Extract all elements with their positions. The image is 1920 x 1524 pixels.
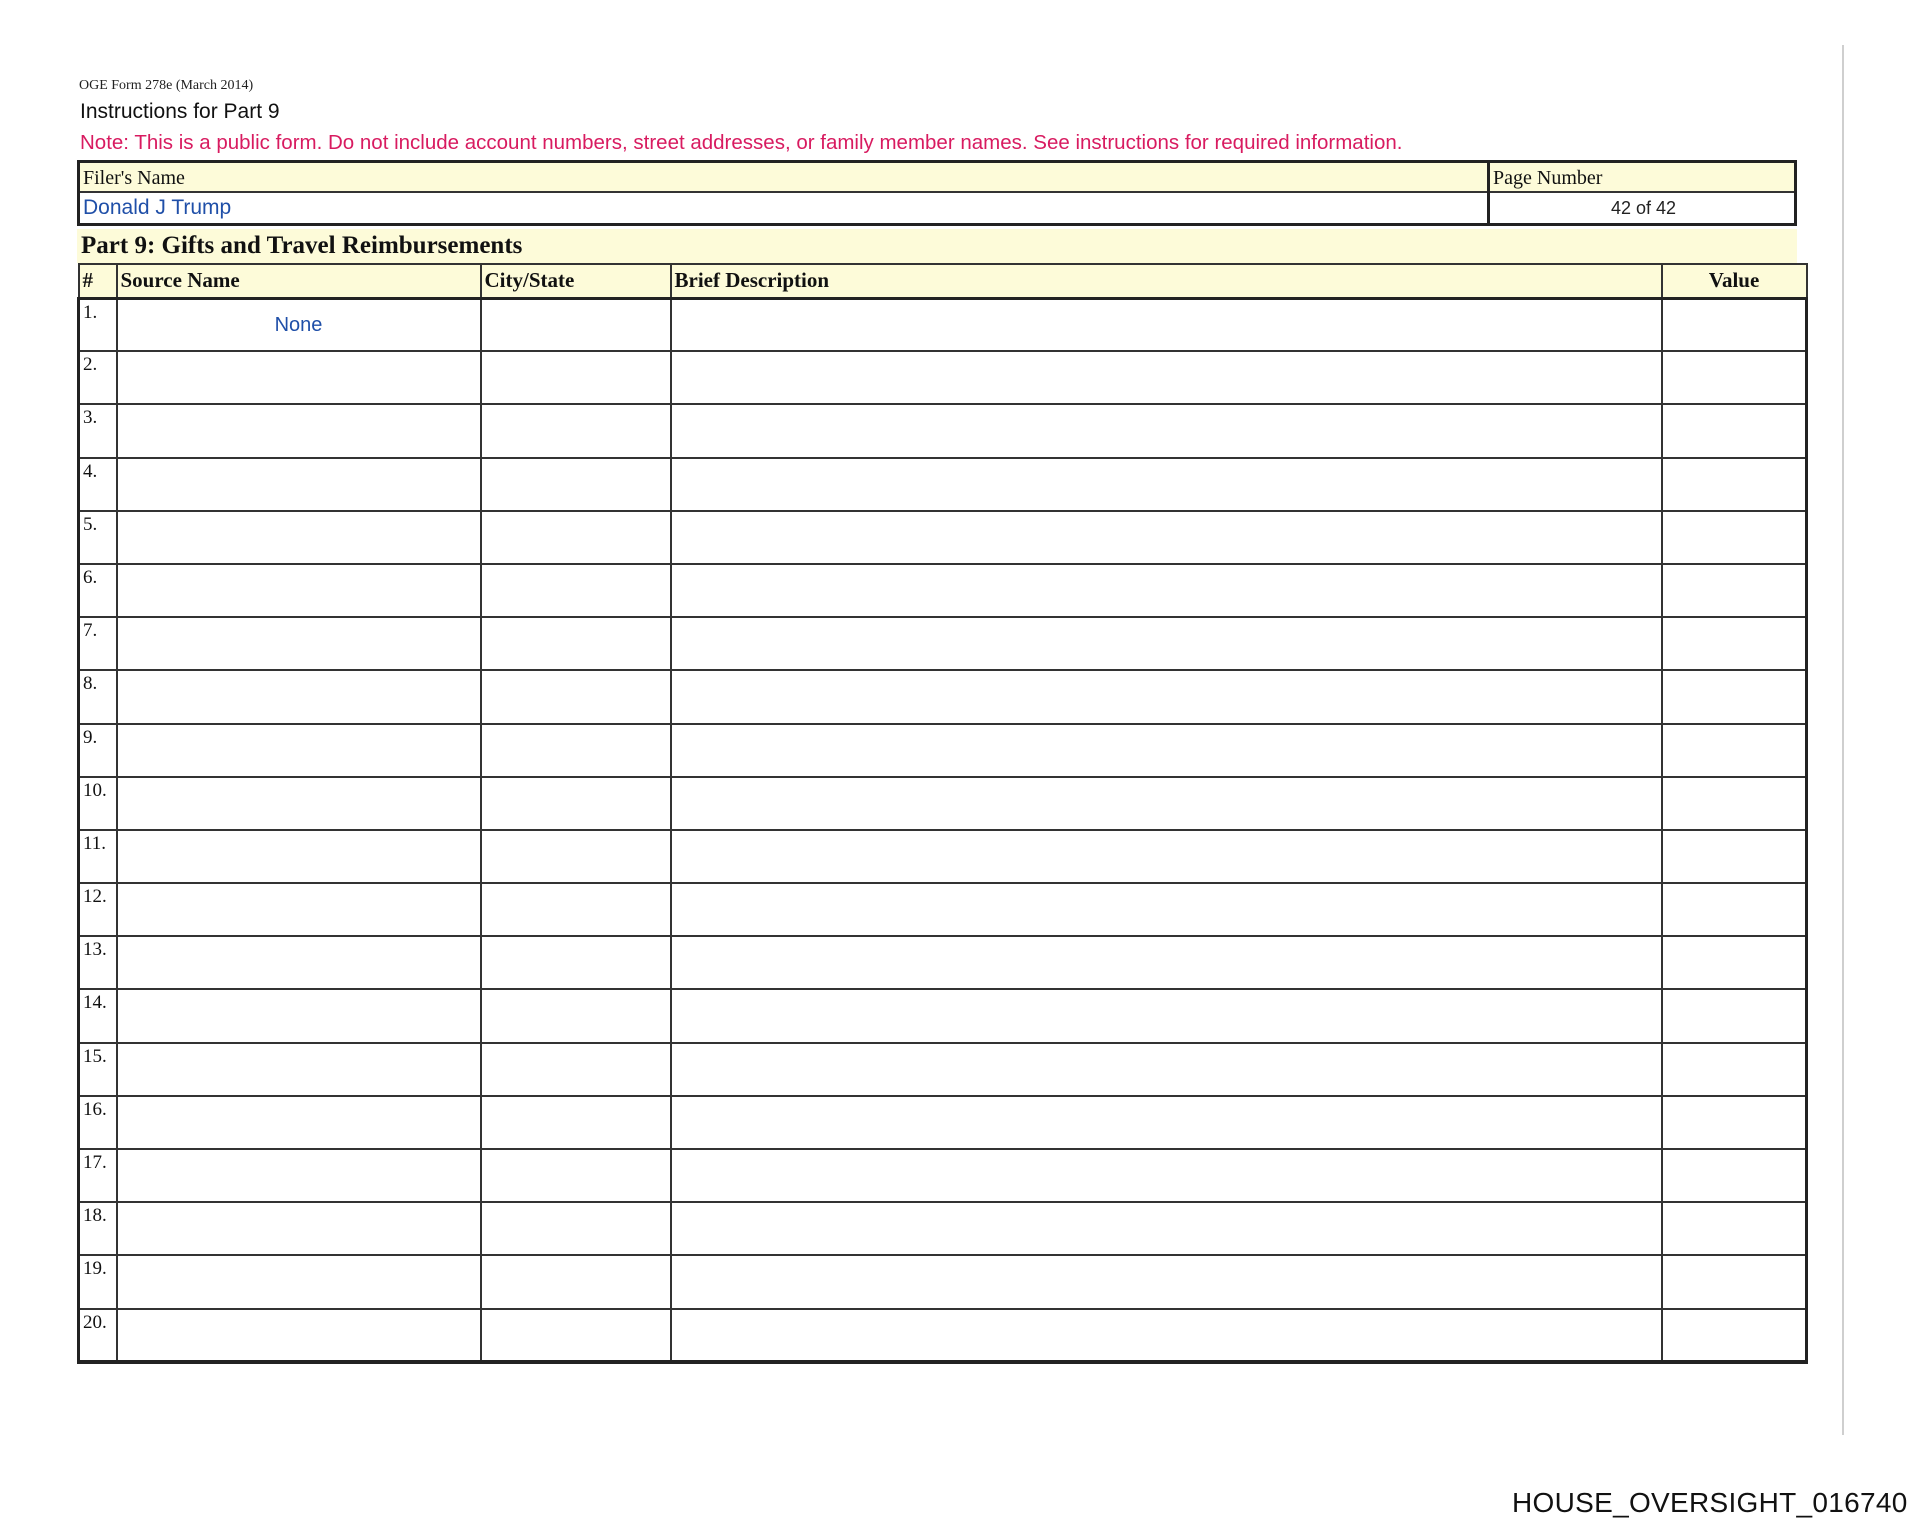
brief-description-cell[interactable] (671, 670, 1662, 723)
row-number: 2. (79, 351, 117, 404)
filer-info-box (77, 160, 1797, 226)
row-number: 20. (79, 1309, 117, 1362)
value-cell[interactable] (1662, 351, 1807, 404)
table-row (79, 1149, 1807, 1202)
brief-description-cell[interactable] (671, 458, 1662, 511)
table-row (79, 1096, 1807, 1149)
brief-description-cell[interactable] (671, 883, 1662, 936)
table-row (79, 1255, 1807, 1308)
city-state-cell[interactable] (481, 777, 671, 830)
gifts-table-wrapper (77, 263, 1805, 1364)
brief-description-cell[interactable] (671, 1202, 1662, 1255)
part-title: Part 9: Gifts and Travel Reimbursements (77, 229, 1797, 263)
page-number-label: Page Number (1490, 163, 1794, 193)
source-name-cell[interactable] (117, 1149, 481, 1202)
brief-description-cell[interactable] (671, 777, 1662, 830)
city-state-cell[interactable] (481, 989, 671, 1042)
row-number: 5. (79, 511, 117, 564)
brief-description-cell[interactable] (671, 1043, 1662, 1096)
table-row (79, 564, 1807, 617)
city-state-cell[interactable] (481, 404, 671, 457)
row-number: 18. (79, 1202, 117, 1255)
row-number: 19. (79, 1255, 117, 1308)
source-name-cell[interactable] (117, 1096, 481, 1149)
source-name-cell[interactable] (117, 830, 481, 883)
city-state-cell[interactable] (481, 617, 671, 670)
table-body (79, 298, 1807, 1362)
value-cell[interactable] (1662, 989, 1807, 1042)
value-cell[interactable] (1662, 298, 1807, 351)
source-name-cell[interactable] (117, 1255, 481, 1308)
column-header-value: Value (1662, 264, 1807, 298)
value-cell[interactable] (1662, 511, 1807, 564)
city-state-cell[interactable] (481, 1309, 671, 1362)
row-number: 11. (79, 830, 117, 883)
source-name-cell[interactable] (117, 670, 481, 723)
brief-description-cell[interactable] (671, 617, 1662, 670)
row-number: 16. (79, 1096, 117, 1149)
city-state-cell[interactable] (481, 458, 671, 511)
value-cell[interactable] (1662, 830, 1807, 883)
row-number: 6. (79, 564, 117, 617)
row-number: 9. (79, 724, 117, 777)
source-name-cell[interactable] (117, 777, 481, 830)
table-row (79, 883, 1807, 936)
column-header-city-state: City/State (481, 264, 671, 298)
row-number: 12. (79, 883, 117, 936)
page-number-value: 42 of 42 (1610, 198, 1677, 218)
brief-description-cell[interactable] (671, 564, 1662, 617)
city-state-cell[interactable] (481, 936, 671, 989)
page-edge-line (1842, 45, 1844, 1435)
table-row (79, 1202, 1807, 1255)
brief-description-cell[interactable] (671, 511, 1662, 564)
table-row (79, 936, 1807, 989)
brief-description-cell[interactable] (671, 351, 1662, 404)
table-row (79, 989, 1807, 1042)
brief-description-cell[interactable] (671, 1149, 1662, 1202)
city-state-cell[interactable] (481, 670, 671, 723)
source-name-cell[interactable] (117, 351, 481, 404)
city-state-cell[interactable] (481, 1255, 671, 1308)
city-state-cell[interactable] (481, 1096, 671, 1149)
city-state-cell[interactable] (481, 1202, 671, 1255)
table-header-row (79, 264, 1807, 298)
source-name-cell[interactable] (117, 404, 481, 457)
source-name-cell[interactable] (117, 1309, 481, 1362)
row-number: 15. (79, 1043, 117, 1096)
filer-name-value: Donald J Trump (83, 196, 232, 219)
source-name-cell[interactable] (117, 1043, 481, 1096)
row-number: 10. (79, 777, 117, 830)
source-name-cell[interactable] (117, 298, 481, 351)
bates-stamp: HOUSE_OVERSIGHT_016740 (1512, 1487, 1908, 1518)
city-state-cell[interactable] (481, 298, 671, 351)
city-state-cell[interactable] (481, 1149, 671, 1202)
city-state-cell[interactable] (481, 564, 671, 617)
value-cell[interactable] (1662, 777, 1807, 830)
table-row (79, 1043, 1807, 1096)
brief-description-cell[interactable] (671, 298, 1662, 351)
gifts-table (77, 263, 1808, 1364)
instructions-link[interactable]: Instructions for Part 9 (80, 100, 280, 123)
row-number: 3. (79, 404, 117, 457)
source-name-cell[interactable] (117, 617, 481, 670)
form-id: OGE Form 278e (March 2014) (79, 78, 254, 93)
value-cell[interactable] (1662, 1096, 1807, 1149)
brief-description-cell[interactable] (671, 830, 1662, 883)
table-row (79, 298, 1807, 351)
brief-description-cell[interactable] (671, 1309, 1662, 1362)
brief-description-cell[interactable] (671, 936, 1662, 989)
column-header-source-name: Source Name (117, 264, 481, 298)
table-row (79, 830, 1807, 883)
column-header-number: # (79, 264, 117, 298)
row-number: 17. (79, 1149, 117, 1202)
table-row (79, 1309, 1807, 1362)
column-header-brief-description: Brief Description (671, 264, 1662, 298)
brief-description-cell[interactable] (671, 404, 1662, 457)
source-name-cell[interactable] (117, 511, 481, 564)
page-number-cell (1490, 163, 1794, 223)
city-state-cell[interactable] (481, 830, 671, 883)
city-state-cell[interactable] (481, 511, 671, 564)
value-cell[interactable] (1662, 404, 1807, 457)
table-row (79, 351, 1807, 404)
table-row (79, 511, 1807, 564)
brief-description-cell[interactable] (671, 1096, 1662, 1149)
row-number: 8. (79, 670, 117, 723)
source-name-cell[interactable] (117, 936, 481, 989)
table-row (79, 724, 1807, 777)
row-number: 7. (79, 617, 117, 670)
brief-description-cell[interactable] (671, 724, 1662, 777)
value-cell[interactable] (1662, 1043, 1807, 1096)
value-cell[interactable] (1662, 1309, 1807, 1362)
source-name-cell[interactable] (117, 458, 481, 511)
value-cell[interactable] (1662, 670, 1807, 723)
value-cell[interactable] (1662, 564, 1807, 617)
source-name-cell[interactable] (117, 989, 481, 1042)
row-number: 14. (79, 989, 117, 1042)
value-cell[interactable] (1662, 883, 1807, 936)
table-row (79, 670, 1807, 723)
source-name-value: None (274, 313, 323, 336)
source-name-cell[interactable] (117, 564, 481, 617)
table-row (79, 617, 1807, 670)
table-row (79, 458, 1807, 511)
source-name-cell[interactable] (117, 724, 481, 777)
value-cell[interactable] (1662, 1202, 1807, 1255)
table-row (79, 777, 1807, 830)
filer-name-cell (80, 163, 1490, 223)
city-state-cell[interactable] (481, 724, 671, 777)
city-state-cell[interactable] (481, 1043, 671, 1096)
brief-description-cell[interactable] (671, 989, 1662, 1042)
value-cell[interactable] (1662, 617, 1807, 670)
row-number: 4. (79, 458, 117, 511)
source-name-cell[interactable] (117, 883, 481, 936)
filer-name-label: Filer's Name (80, 163, 1487, 193)
value-cell[interactable] (1662, 936, 1807, 989)
public-form-note: Note: This is a public form. Do not include account numbers, street addresses, or family member names. See instructions for required information. (80, 131, 1403, 154)
city-state-cell[interactable] (481, 351, 671, 404)
value-cell[interactable] (1662, 1255, 1807, 1308)
value-cell[interactable] (1662, 1149, 1807, 1202)
table-row (79, 404, 1807, 457)
brief-description-cell[interactable] (671, 1255, 1662, 1308)
value-cell[interactable] (1662, 458, 1807, 511)
row-number: 1. (79, 298, 117, 351)
value-cell[interactable] (1662, 724, 1807, 777)
source-name-cell[interactable] (117, 1202, 481, 1255)
row-number: 13. (79, 936, 117, 989)
city-state-cell[interactable] (481, 883, 671, 936)
